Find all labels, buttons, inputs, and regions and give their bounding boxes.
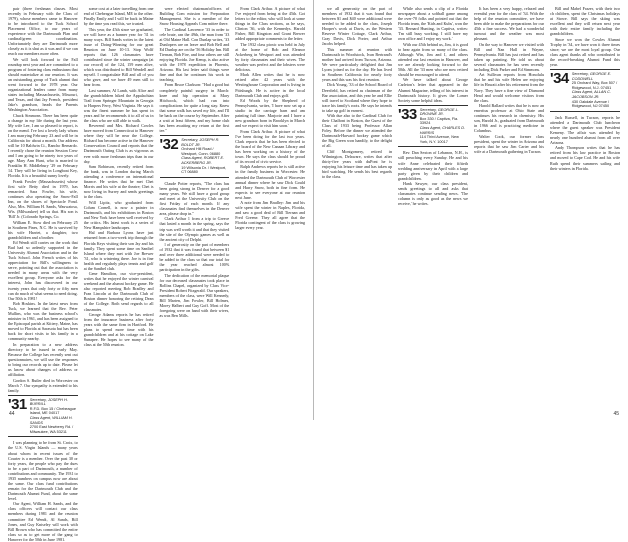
paragraph: Rev. Dan Sexton of Lebanon, N.H., is still preaching every Sunday. He and his wife Anne celebrated their fiftieth wedding anniversary in April with a large party given by their children and grandchildren. [398, 150, 468, 181]
column-3 [160, 6, 230, 408]
paragraph: Ed Woods by the Shepherd of Pennsylvania, writes, 'I have now set up a studio in the carriage barn and am painting full time. Marjorie and I have a new grandson born in Brooklyn in March and we expect to visit him soon.' [235, 98, 305, 129]
paragraph: This year, the 45th since we graduated, we will have as a banner year for '31 in many ways. Bill Sands writes in the latest issue of Doing-Winning for our great Reunion on June 10-13. Stop Wolff reports that 126 classmates have contributed since the winter campaign (at our record) of the 124, 159 men alive, which was distributed to Bill Wendell and myself. I congratulate Bill and all of you who gave, and we have 49 men still to hear from. [83, 26, 154, 88]
paragraph: Mark Allen writes that he is now retired after 42 years with the Westinghouse Corporation and is living in Pittsburgh. He is active in the local Dartmouth Club and enjoys golf. [235, 72, 305, 98]
paragraph: Art Sullivan reports from Honolulu that he and his wife Helen are enjoying life in Hawaii after his retirement from the Navy. They have a fine view of Diamond Head and would welcome visitors from the class. [474, 72, 544, 103]
paragraph: From Clark Arthur. A picture of what I've enjoyed from being at the 45th. Got letters to the editor, who will look at some things in the Class sections, as he says, Clinton '36, with the Kennedys. Harold Fisher, Bill Kingston and Grant Brewer added appropriate comments to the letter. [235, 6, 305, 42]
column-6 [398, 6, 468, 408]
paragraph: On the way to Hanover we visited with Bill and Nan Hall in Wayne, Pennsylvania. Bill has just retired and has taken up painting. He told us about several classmates he has seen recently including Dick Parker and Ed Simmons. [474, 41, 544, 72]
paragraph: l of generosity on the part of members of 1932 that it was found that between $1 and over three additional were needed to be added to the class so that our total for the year reached almost 100% participation in the gifts. [159, 242, 230, 273]
paragraph: Harold Ballard writes that he is now an emeritus professor at Ohio State and continues his research in chemistry. His son, Harold Jr., graduated from Dartmouth in 1966 and is practicing medicine in Columbus. [474, 103, 544, 134]
page-number: 45 [613, 411, 619, 417]
paragraph: Chuck Simmons. There has been quite a change in my life during the last year. My wife Lee, I am so pleased to report, is on the mend. I've lost a lovely lady whom I am marrying February 23 and will be in California for about a month. Our address will be 10 Baldwin Ct., Rancho Bernardo. I recently chose the reunion Session Crew and I am going to be ninety two years of age. Mary Ann Hunt, who is married to Franklin H. Middlebury '29 on February 14. They will be living in Longboat Key, Florida. It is a beautiful sunny lovely. [8, 112, 78, 179]
page-number: 44 [9, 411, 15, 417]
class-year: '33 [398, 105, 417, 123]
paragraph: were elected chairman/officers of Building Com mission for Preparation Management. She is a member of the Snow Housing Appeals Com mittee there. [159, 6, 230, 27]
column-7 [474, 6, 544, 408]
paragraph: Hal and Barbara Lyons have just returned from a two-week trip through the Florida Keys visiting their son Jay and his family. They spent some time on Sanibel Island where they met with Joe Brewer '31, who is wintering there. Joe is in fine health and regularly plays tennis and golf at the Sanibel club. [83, 230, 154, 271]
paragraph: The dedication of the memorial plaque for our deceased classmates took place in Rollins Chapel, organized by Class Vice-President Robert Fitzgerald. Our speakers, members of the class, were Will Kennedy, Bill Marten, Jim Fowler, Bill Holmes, Morey Halbert and Guy Goff. Most of the foregoing were on hand with their wives, as was Ben Mills. [159, 272, 230, 319]
paragraph: Andy Thompson writes that he has retired from his law practice in Boston and moved to Cape Cod. He and his wife Ruth spend their summers sailing and their winters in Florida. [550, 145, 620, 171]
paragraph: we all generosity on the part of members of 1932 that it was found that between $1 and $40 were additional were needed to be added to the class, Joseph Hooper's work at Davis, as the Western Reserve Winter Cottage, Clark Arthur, Gray Davis, Dick Porter, and Arthur Jacobs helped. [322, 6, 392, 47]
column-4 [235, 6, 305, 408]
paragraph: This summer at reunion with Dartmouth in Woodstock, Ivan Bertrand's mother had arrived from Tucson, Arizona. We were particularly delighted that Jim Lyons joined us for the day. He has lived in Southern California for nearly forty years and this was his first reunion. [322, 46, 392, 83]
paragraph: Will Lipitz, who graduated from Colum Cornell, is now a painter in Dartmouth, and his exhibitions in Boston and New York have been well received by the critics. His latest work is a series of New Hampshire landscapes. [83, 199, 154, 230]
paragraph: Cliff Montgomery, retired in Wilmington, Delaware, writes that after thirty-five years with duPont he is enjoying his leisure time and has taken up bird watching. He sends his best regards to the class. [322, 148, 392, 180]
paragraph: Since we won the Cowles Alumni Trophy in '34, we have won it three times since; we are the most loyal group. Our class agent thanks all who contributed to the record-breaking Alumni Fund this year. [550, 36, 620, 67]
paragraph: Jack Russell, in Tucson, reports he attended a Dartmouth Club luncheon where the guest speaker was President Kemeny. The affair was attended by nearly one hundred alumni from all over Arizona. [550, 114, 620, 145]
paragraph: A note from Jim Bradley: Jim and his wife spent the winter in Naples, Florida, and saw a good deal of Bill Tiernan and Fred Greene. They all agree that the Florida contingent of the class is growing larger every year. [235, 200, 305, 231]
paragraph: George Adams reports he has retired from the insurance business after forty years with the same firm in Hartford. He plans to spend more time with his grandchildren and at his cottage on Lake Sunapee. He hopes to see many of the class at the 50th reunion. [83, 311, 154, 348]
paragraph: Bill and Mabel Frazer, with their two ch children, spent the Christmas holidays at Stowe. Bill says the skiing was excellent and they will return next year with their entire family including the grandchildren. [550, 6, 620, 37]
paragraph: The 1932 class picnic was held in July at the home of Bob and Eleanor Ackerberg in Westport and was attended by forty classmates and their wives. The weather was perfect and the lobsters were delicious. [235, 41, 305, 72]
paragraph: In preparation to a new address directory to be issued in early May. Because the College has recently sent out questionnaires, we will use the responses to bring our records up to date. Please let us know about changes of address or affiliation. [8, 341, 78, 378]
paragraph: Our Agent, William H. Sands, and the class officers will contact our class members during 1981 and the reunion committee Ed Wendt, Al Sands, Bill Jones, and Guy Kniseley will work with Bill Brown who has committed the entire class so as to get more of the gang to Hanover for the 50th in June 1981. [8, 501, 78, 542]
paragraph: With due also to the Cardinal Club for their Chalfont in Boston, the Guest of the Class of 1933 being Professor Allan Foley. Before the dinner we attended the Dartmouth-Harvard hockey game which the Big Green won handily, to the delight of all. [322, 113, 392, 149]
class-contact: Secretary, JOSEPH H. BURRILL R.F.D. Box 15 / Chebeague Island, ME 04017 Class Agent, WILLIAM H. SANDS 2700 East Newberry Rd. / Milwaukee, WA 53211 [29, 397, 76, 434]
paragraph: We have talked about George Carleton's letter that appeared in the Alumni Magazine, telling of his interest in Dartmouth history. It gives the Lomer Society some helpful ideas. [398, 77, 468, 103]
paragraph: pair (three freshman classes. Most recently in February with the Class of 1979), whose members came to Hanover to be introduced to the Tuck School Placement Office, to our years of experience with the Dartmouth Plan and cardinal/green coordination. Unfortunately they are Dartmouth more closely as it is shut as it was and if we can reach our members more often. [8, 6, 78, 57]
paragraph: Bob Hoskins. In the latest news from Tuck, we learned that the Rev. Peter Mullins, who was the business school's minister in 1961, and has been assigned to the Episcopal parish at Kittery, Maine, has moved to Florida at Sarasota but has been back for short visits to his family in a community nearby. [8, 301, 78, 342]
class-header-32 [160, 135, 230, 178]
paragraph: some cost at a later travelling from one end of Chebeague Island, ME to the other. Finally Emily and I will be back in Maine by the time you read this, we trusted. [83, 6, 154, 27]
class-contact: Secretary, GEORGE L. DROWNE JR. Box 330 / Captiva, Fla. 33924 Class Agent, CHARLES D. HARRIS 114 Third Avenue, New York, N.Y. 10017 [419, 107, 465, 144]
paragraph: Gene Hamilton, our vice-president, writes that he enjoyed the winter carnival weekend and the alumni hockey game. He also reported meeting Bob Bradley and Fran Lincoln at the Dartmouth Club of Boston dinner honoring the retiring Dean of the College. Both send regards to all classmates. [83, 271, 154, 312]
class-header-34 [550, 69, 620, 112]
paragraph: Dick Young, '33 of the School Board of Deerfield, has retired as chairman of the Bar association, and this year he and Ellie will travel to Scotland where they hope to trace his family's roots. He says he intends to take up golf in earnest. [322, 82, 392, 113]
class-contact: Secretary, GEORGE E. CODDWELL 25 Orchard Way, Box 507 / Ridgewood, N.J. 07451 Class Agent, ALLAN C. JACOBSON JR. 430 Oakdale Avenue / Ridgewood, NJ 07450 [571, 71, 618, 109]
paragraph: Last summer, Al Lamb, with Alice and the grandchildren hiked the Appalachian Trail from Springer Mountain in Georgia to Harpers Ferry, West Virginia. He says it was the finest summer he has spent in years and he recommends it to all of us in the class who are still able to walk. [83, 87, 154, 123]
class-header-31 [8, 395, 78, 438]
paragraph: Hank Sawyer, our class president, sends greetings to all and asks that classmates continue sending news. 'The column is only as good as the news we receive,' he writes. [398, 181, 468, 207]
paragraph: Ed Wendt still carries on the work that Bud had so ardently supported in the University Alumni Association and in the Tuck School. John French writes of his appreciation for Bill's willingness to serve, pointing out that the association is needed in many areas with the very excellent group. Everyone asks for the interest, John has discovered in our twenty years that only forty or fifty men can do much of what seems to need doing. Our 50th is 1981! [8, 240, 78, 301]
paragraph: With our 45th behind us, Jim, it is good to hear again from so many of the class. Although Win, Jim and I, and others attended our last reunion in Hanover, and we are already looking forward to the 50th. All the '33 men who are now retired should be encouraged to attend. [398, 41, 468, 77]
paragraph: I was planning to be from St. Croix, to the U.S. Virgin Islands — many years about whom in recent issues of the Courier is a member. Over the past 30 or forty years, the people who pay the dues to be a part of Dartmouth, a number of contributions and community. The 1931 to 1935 numbers on campus now are about the same. Our class fund contributions remain for the Dartmouth Club and the Dartmouth Alumni Fund, about the same level. [8, 440, 78, 501]
paragraph: From Clark Arthur. A picture of what I've been doing for the last two years. Clark reports that he has been elected to the board of the New Canaan Library and has been working on a history of the town. He says the class should be proud of its record of civic service. [235, 128, 305, 164]
class-year: '31 [8, 395, 27, 413]
paragraph: Claude Potter reports, "The class has been going strong in Denver for a good many years. We still have a good group and meet at the University Club on the first Friday of each month. If any classmates find themselves in the Denver area, please drop in." [159, 180, 230, 216]
paragraph: William E. Stow died on February 25 in Southern Pines, N.C. He is survived by his wife Harriet, a daughter, two grandchildren and a brother. [8, 219, 78, 240]
paragraph: It has been a very happy, relaxed and eventful year for the class of '34. With the help of the reunion committee, we have been able to make the preparations for our 45th a fine success. We had a wonderful turnout and the weather was most pleasant. [474, 6, 544, 42]
paragraph: While also sends a clip of a Florida newspaper about a softball game among the over-70 folks and pointed out that the Florida team, the 'Kids and Kubs', won the '33. Bernard Hunting, in Captiva, writes: 'I'm still busy working. I still have my own office and I enjoy my work.' [398, 6, 468, 42]
paragraph: Frank Fowler (Massachusetts) whose first wife Betty died in 1979, has remarried. Sara Fowler, his wife, continues also operating the Snow-Fall Inn, on the shores of Spectacle Pond. Also, Mrs. William H. Sands, Wauwatosa, Wis. (Milwaukee) tell us that. His son is 'Bill' Jr. (Colorado Springs, Co. [8, 178, 78, 220]
column-5 [322, 6, 392, 408]
column-8 [550, 6, 620, 408]
paragraph: Clark Arthur 1 from a trip to Greece that lasted a month in the spring, says the trip was well worth it and that they visited the site of the Olympic games as well as the ancient city of Delphi. [159, 216, 230, 242]
paragraph: Reverend and Mrs. Richard Cowles have moved from Connecticut to Hanover where they will be near the College. Richard has become active in the Hanover Conservation Council and reports that the Dartmouth Outing Club is as vigorous as ever with more freshman trips than in our day. [83, 123, 154, 164]
class-year: '32 [159, 135, 179, 153]
paragraph: Sam Robinson, recently retired from the bank, was in London during March attending a conference on international finance. He writes that he met Chet Morris and his wife at the theatre; Chet is now living in Surrey and sends greetings to the class. [83, 164, 154, 200]
paragraph: The Cardinal Lawrence '33 in order to cele brate, ran the 49th, the man from '33 at Old Maine Hall. Con Dunlap writes, '33 Dunlopers are on leave and Bob Bell and Ed Dunlop are on the '56 Holiday Inn. Bill Tiernan, Bob Fire, and four others are still enjoying Florida. Joe Kemp, is also active with the 1978 expedition in Phoenix, Arizona. His last letter said things were fine and that he continues his work in teaching. [159, 26, 230, 83]
paragraph: Gordon S. Butler died in Worcester on March 7. Our sympathy is extended to his family. [8, 377, 78, 393]
right-page [314, 0, 628, 420]
paragraph: We will look forward to the Fall roundup next year and are committed to a program of fostering class enthusiasm that should materialize at our reunion. It was an outstanding group of Tuck alumni that went forward to the 1978 year. Our organizational leaders came from many states including Massachusetts, Missouri, and Texas, and that Jay French, president Jake's grandson, heads the Parents Washington Association. [8, 56, 78, 113]
paragraph: From Bruce Clarkson: "Had a good but completely painful surgery in March: knee and hip operation at Mary Hitchcock, which had run into complications for quite a long stay. Knew that some walk has saved my life, and I'll be back on the course by September. After a wait at least fifteen, and my home club has been awaiting my return at the first tee." [159, 82, 230, 133]
class-contact: Secretary, JOSEPH R. BOLDT JR. Orchard Hill Road / Westport, Conn. 06880 Class Agent, ROBERT E. ACKERBERG JR. 19 Wilsonia Dr. / Westport, CT 06880 [181, 137, 227, 175]
column-2 [84, 6, 154, 408]
paragraph: Walter Cook, our former class president, spent the winter in Arizona and reports that he saw Jim Carter and his wife at a Dartmouth gathering in Tucson. [474, 133, 544, 154]
class-year: '34 [550, 69, 569, 87]
paragraph: Ralph Andrews reports he is still active in the family business in Worcester. He attended the Dartmouth Club of Worcester annual dinner where he saw Dick Gould and Harry Snow, both in fine form. He expects to see everyone at our reunion next June. [235, 164, 305, 200]
class-header-33 [398, 105, 468, 148]
